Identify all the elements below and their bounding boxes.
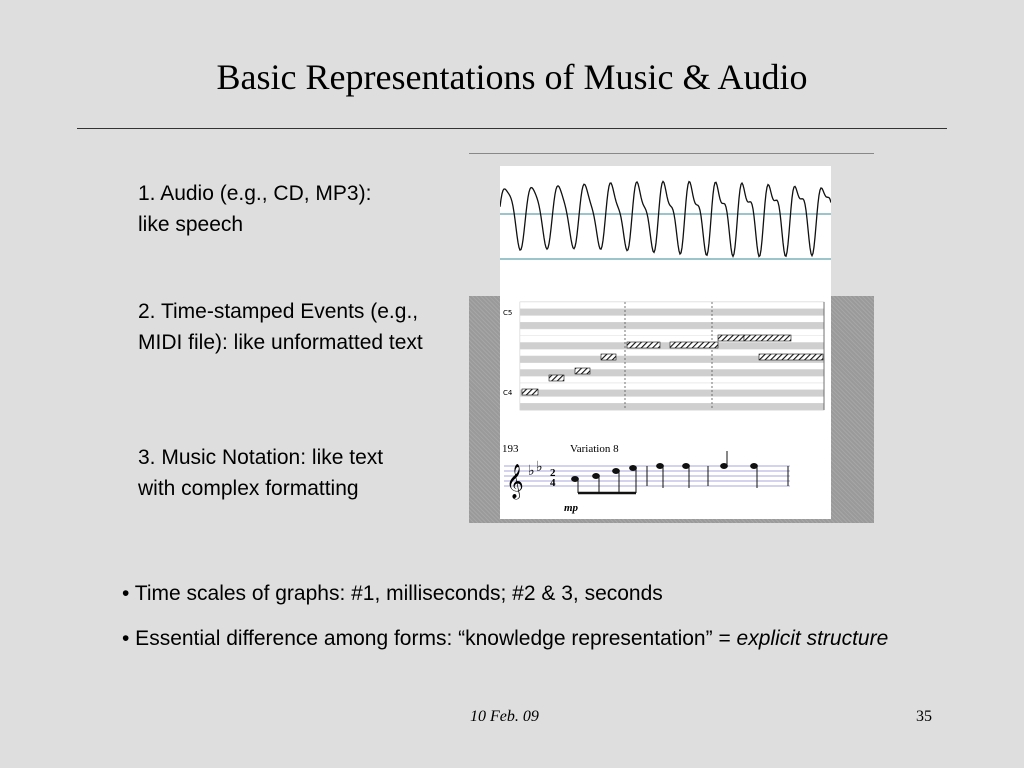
time-sig-top: 2 bbox=[550, 467, 556, 479]
bullet-essential-difference bbox=[122, 623, 902, 654]
footer-date: 10 Feb. 09 bbox=[470, 708, 539, 725]
treble-clef-icon: 𝄞 bbox=[506, 465, 524, 498]
midi-note bbox=[759, 354, 823, 360]
title-divider bbox=[77, 128, 947, 129]
midi-note bbox=[718, 335, 744, 341]
midi-note bbox=[627, 342, 660, 348]
flat-icon: ♭ bbox=[536, 460, 543, 475]
flat-icon: ♭ bbox=[528, 464, 535, 479]
item-music-notation: 3. Music Notation: like text with complex formatting bbox=[138, 446, 384, 500]
variation-label: Variation 8 bbox=[570, 443, 619, 455]
midi-note bbox=[670, 342, 718, 348]
dynamic-marking: mp bbox=[564, 502, 579, 514]
piano-roll bbox=[503, 302, 824, 410]
roll-label-c5: C5 bbox=[503, 309, 513, 317]
item-audio: 1. Audio (e.g., CD, MP3): like speech bbox=[138, 182, 372, 236]
midi-note bbox=[549, 375, 564, 381]
time-sig-bottom: 4 bbox=[550, 477, 556, 489]
midi-note bbox=[744, 335, 791, 341]
measure-number: 193 bbox=[502, 443, 519, 455]
midi-note bbox=[601, 354, 616, 360]
bullet-emphasis: explicit structure bbox=[736, 627, 889, 650]
item-midi-events: 2. Time-stamped Events (e.g., MIDI file): like unformatted text bbox=[138, 300, 423, 354]
roll-label-c4: C4 bbox=[503, 389, 513, 397]
bullet-list bbox=[122, 578, 902, 668]
notation-excerpt bbox=[502, 443, 790, 514]
figure-top-rule bbox=[469, 153, 874, 154]
bullet-text: • Essential difference among forms: “knowledge representation” = bbox=[122, 627, 737, 650]
midi-note bbox=[575, 368, 590, 374]
music-figure bbox=[500, 166, 831, 519]
slide-number: 35 bbox=[916, 708, 932, 725]
midi-note bbox=[522, 389, 538, 395]
bullet-time-scales: • Time scales of graphs: #1, milliseconds; #2 & 3, seconds bbox=[122, 582, 663, 605]
slide-title: Basic Representations of Music & Audio bbox=[216, 57, 808, 97]
audio-waveform bbox=[500, 181, 831, 256]
